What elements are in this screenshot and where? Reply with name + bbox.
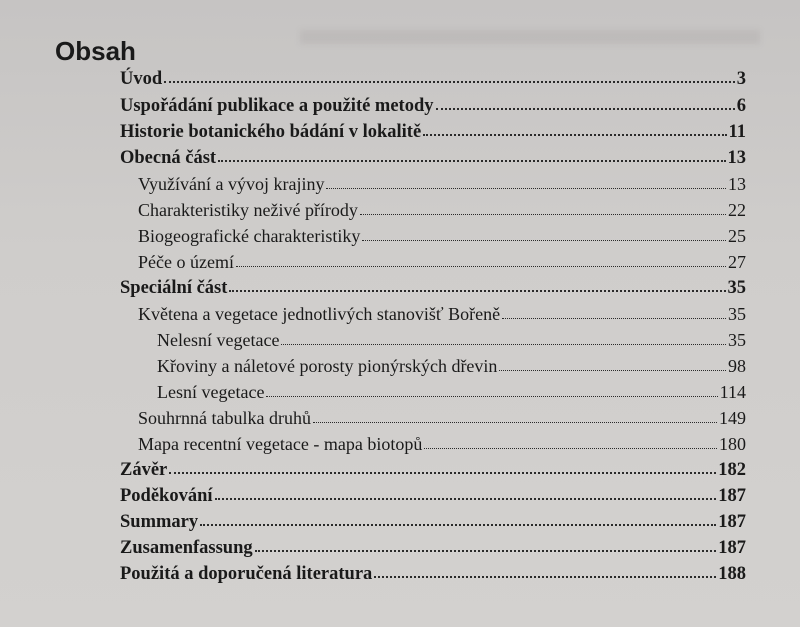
toc-entry bbox=[120, 460, 746, 486]
dot-leader bbox=[169, 468, 716, 474]
toc-page-number: 35 bbox=[728, 304, 746, 324]
toc-entry bbox=[120, 278, 746, 304]
toc-page-number: 3 bbox=[736, 69, 746, 89]
toc-entry-label: Úvod bbox=[120, 69, 163, 89]
dot-leader bbox=[200, 520, 716, 526]
toc-page-number: 182 bbox=[718, 460, 746, 480]
dot-leader bbox=[326, 184, 726, 189]
dot-leader bbox=[436, 104, 735, 110]
toc-entry-label: Souhrnná tabulka druhů bbox=[138, 408, 311, 428]
dot-leader bbox=[255, 546, 717, 552]
toc-entry bbox=[138, 408, 746, 434]
toc-page-number: 27 bbox=[728, 252, 746, 272]
toc-entry-label: Využívání a vývoj krajiny bbox=[138, 174, 325, 194]
toc-entry-label: Historie botanického bádání v lokalitě bbox=[120, 122, 422, 142]
toc-entry-label: Nelesní vegetace bbox=[157, 330, 280, 350]
toc-entry-label: Závěr bbox=[120, 460, 168, 480]
toc-page-number: 22 bbox=[728, 200, 746, 220]
toc-page-number: 13 bbox=[728, 174, 746, 194]
toc-entry bbox=[157, 356, 746, 382]
page-title: Obsah bbox=[55, 36, 136, 66]
toc-page-number: 11 bbox=[728, 122, 746, 142]
toc-entry-label: Obecná část bbox=[120, 148, 217, 168]
toc-entry bbox=[120, 512, 746, 538]
toc-entry bbox=[120, 486, 746, 512]
dot-leader bbox=[499, 366, 726, 371]
toc-entry bbox=[120, 69, 746, 95]
dot-leader bbox=[164, 77, 735, 83]
toc-entry bbox=[120, 538, 746, 564]
toc-page-number: 187 bbox=[718, 486, 746, 506]
toc-page-number: 25 bbox=[728, 226, 746, 246]
toc-entry-label: Speciální část bbox=[120, 278, 228, 298]
toc-entry-label: Lesní vegetace bbox=[157, 382, 265, 402]
toc-page-number: 13 bbox=[727, 148, 746, 168]
toc-entry bbox=[120, 122, 746, 148]
toc-entry bbox=[138, 304, 746, 330]
toc-page-number: 35 bbox=[727, 278, 746, 298]
dot-leader bbox=[424, 444, 717, 449]
toc-page-number: 188 bbox=[718, 564, 746, 584]
toc-entry bbox=[138, 434, 746, 460]
dot-leader bbox=[236, 262, 726, 267]
dot-leader bbox=[374, 572, 716, 578]
dot-leader bbox=[218, 156, 725, 162]
toc-page-number: 114 bbox=[719, 382, 746, 402]
toc-entry bbox=[120, 96, 746, 122]
toc-entry-label: Péče o území bbox=[138, 252, 234, 272]
toc-entry-label: Uspořádání publikace a použité metody bbox=[120, 96, 434, 116]
toc-entry-label: Mapa recentní vegetace - mapa biotopů bbox=[138, 434, 423, 454]
dot-leader bbox=[423, 130, 726, 136]
toc-entry bbox=[157, 382, 746, 408]
dot-leader bbox=[360, 210, 726, 215]
toc-page-number: 35 bbox=[728, 330, 746, 350]
toc-entry-label: Poděkování bbox=[120, 486, 213, 506]
toc-page-number: 6 bbox=[736, 96, 746, 116]
dot-leader bbox=[266, 392, 717, 397]
dot-leader bbox=[313, 418, 717, 423]
toc-entry-label: Zusamenfassung bbox=[120, 538, 253, 558]
toc-entry bbox=[157, 330, 746, 356]
toc-entry-label: Použitá a doporučená literatura bbox=[120, 564, 373, 584]
toc-entry-label: Summary bbox=[120, 512, 199, 532]
toc-entry bbox=[138, 226, 746, 252]
toc-entry bbox=[138, 252, 746, 278]
toc-page-number: 149 bbox=[719, 408, 746, 428]
toc-page-number: 180 bbox=[719, 434, 746, 454]
dot-leader bbox=[215, 494, 717, 500]
toc-page-number: 187 bbox=[718, 538, 746, 558]
toc-entry-label: Charakteristiky neživé přírody bbox=[138, 200, 358, 220]
toc-entry bbox=[120, 564, 746, 590]
toc-entry-label: Biogeografické charakteristiky bbox=[138, 226, 361, 246]
toc-entry bbox=[120, 148, 746, 174]
dot-leader bbox=[281, 340, 726, 345]
toc-entry bbox=[138, 174, 746, 200]
toc-entry-label: Křoviny a náletové porosty pionýrských dřevin bbox=[157, 356, 498, 376]
dot-leader bbox=[362, 236, 726, 241]
dot-leader bbox=[229, 286, 725, 292]
toc-entry-label: Květena a vegetace jednotlivých stanovišť Bořeně bbox=[138, 304, 501, 324]
toc-entry bbox=[138, 200, 746, 226]
toc-page-number: 187 bbox=[718, 512, 746, 532]
dot-leader bbox=[502, 314, 726, 319]
toc-page-number: 98 bbox=[728, 356, 746, 376]
